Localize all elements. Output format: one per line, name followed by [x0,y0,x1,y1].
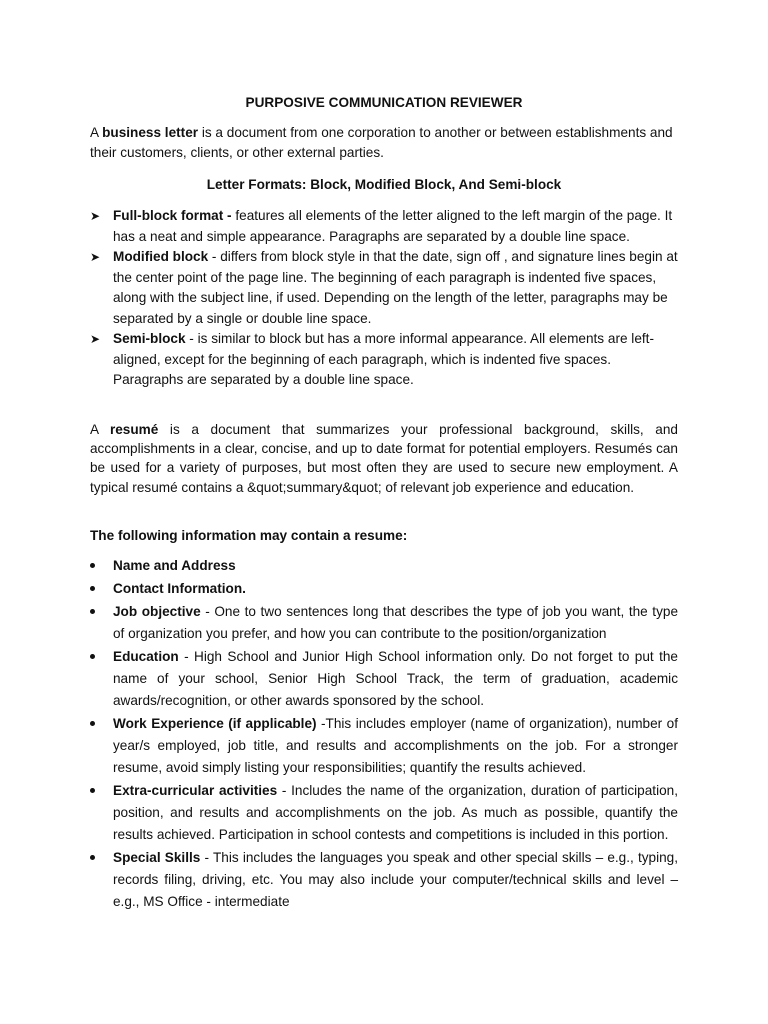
arrow-bullet-icon: ➤ [90,250,101,264]
list-item-text: - Includes the name of the organization, duration of participation, position, and results and accomplishments on the job. As much as possible, quantify the results achieved. Participation in school contests and competitions is included in this portion. [113,783,678,842]
list-item-term: Extra-curricular activities [113,783,278,798]
list-item [90,847,678,913]
letter-formats-list [90,206,678,391]
list-item-term: Special Skills [113,850,201,865]
list-item-term: Name and Address [113,558,236,573]
bullet-icon [90,855,95,860]
intro-text: is a document from one corporation to another or between establishments and their customers, clients, or other external parties. [90,125,673,160]
list-item-term: Job objective [113,604,201,619]
list-item [90,646,678,712]
list-item-text: features all elements of the letter aligned to the left margin of the page. It has a neat and simple appearance. Paragraphs are separated by a double line space. [113,208,673,244]
intro-prefix: A [90,125,103,140]
list-item-text: -This includes employer (name of organization), number of year/s employed, job title, and results and accomplishments on the job. For a stronger resume, avoid simply listing your responsibilities; quantify the results achieved. [113,716,678,775]
bullet-icon [90,563,95,568]
list-item [90,247,678,329]
resume-prefix: A [90,422,110,437]
letter-formats-heading: Letter Formats: Block, Modified Block, And Semi-block [206,177,562,192]
list-item-term: Modified block [113,249,209,264]
list-item-term: Full-block format - [113,208,232,223]
resume-text: is a document that summarizes your professional background, skills, and accomplishments in a clear, concise, and up to date format for potential employers. Resumés can be used for a variety of purposes, but most often they are used to secure new employment. A typical resumé contains a &quot;summary&quot; of relevant job experience and education. [90,422,678,495]
bullet-icon [90,721,95,726]
list-item-text: - differs from block style in that the date, sign off , and signature lines begin at the center point of the page line. The beginning of each paragraph is indented five spaces, along with the subject line, if used. Depending on the length of the letter, paragraphs may be separated by a single or double line space. [113,249,678,326]
list-item-term: Semi-block [113,331,186,346]
resume-paragraph [90,420,678,497]
bullet-icon [90,609,95,614]
page-title: PURPOSIVE COMMUNICATION REVIEWER [245,95,523,110]
bullet-icon [90,654,95,659]
list-item [90,601,678,645]
list-item-text: - One to two sentences long that describes the type of job you want, the type of organization you prefer, and how you can contribute to the position/organization [113,604,679,641]
arrow-bullet-icon: ➤ [90,332,101,346]
resume-items-list [90,555,678,913]
list-item [90,555,678,577]
resume-term: resumé [109,422,159,437]
arrow-bullet-icon: ➤ [90,209,101,223]
list-item [90,329,678,391]
list-item [90,206,678,247]
list-item-term: Education [113,649,179,664]
list-item-text: - This includes the languages you speak and other special skills – e.g., typing, records filing, driving, etc. You may also include your computer/technical skills and level – e.g., MS Office - intermediate [113,850,679,909]
list-item [90,713,678,779]
bullet-icon [90,788,95,793]
intro-paragraph [90,123,678,163]
bullet-icon [90,586,95,591]
resume-list-heading: The following information may contain a resume: [90,528,408,543]
intro-term: business letter [102,125,199,140]
list-item-text: - High School and Junior High School information only. Do not forget to put the name of your school, Senior High School Track, the term of graduation, academic awards/recognition, or other awards sponsored by the school. [113,649,678,708]
list-item [90,578,678,600]
list-item-term: Contact Information. [113,581,246,596]
list-item-text: - is similar to block but has a more informal appearance. All elements are left-aligned, except for the beginning of each paragraph, which is indented five spaces. Paragraphs are separated by a double line space. [113,331,654,387]
list-item [90,780,678,846]
list-item-term: Work Experience (if applicable) [113,716,317,731]
